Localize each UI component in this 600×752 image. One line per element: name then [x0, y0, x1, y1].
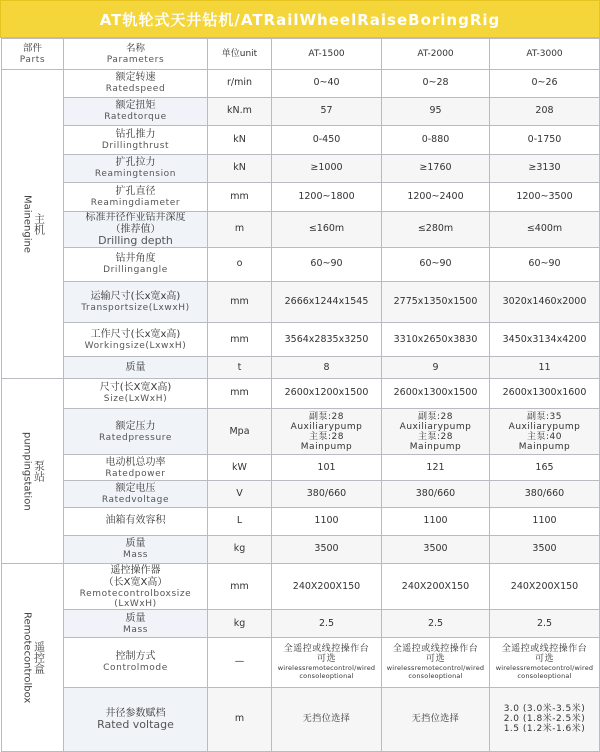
- value-cell-model-1: 2666x1244x1545: [272, 281, 382, 322]
- value-line: 副泵:35: [527, 411, 562, 422]
- group-cell-remote: [2, 563, 64, 751]
- param-cn: 钻孔推力: [115, 128, 156, 140]
- value-line: 1.5 (1.2米-1.6米): [503, 724, 586, 735]
- unit-cell: V: [208, 481, 272, 508]
- group-cn-label: 遥控盒: [32, 640, 46, 674]
- unit-cell: kg: [208, 610, 272, 638]
- value-cell-model-2: ≤280m: [382, 211, 490, 247]
- value-cell-model-1: 380/660: [272, 481, 382, 508]
- param-cn: 额定转速: [115, 72, 156, 84]
- value-cell-model-1: [272, 687, 382, 751]
- value-cell-model-2: 9: [382, 357, 490, 379]
- value-cell-model-3: 3500: [490, 535, 600, 563]
- value-cell-model-3: [490, 638, 600, 688]
- value-cell-model-2: 0-880: [382, 125, 490, 154]
- param-cn: 遥控操作器: [110, 564, 161, 576]
- value-cell-model-1: ≤160m: [272, 211, 382, 247]
- param-en: Ratedpressure: [98, 432, 173, 443]
- value-line: wirelessremotecontrol/wired: [495, 664, 594, 673]
- param-en-2: (LxWxH): [114, 598, 157, 609]
- param-en: Reamingtension: [94, 169, 177, 180]
- value-line: wirelessremotecontrol/wired: [277, 664, 376, 673]
- param-cn: 尺寸(长X宽X高): [99, 382, 172, 394]
- value-line: consoleoptional: [299, 672, 354, 681]
- header-name: 名称 Parameters: [64, 39, 208, 70]
- value-cell-model-3: 60~90: [490, 247, 600, 281]
- param-cn: 质量: [125, 612, 146, 624]
- unit-cell: t: [208, 357, 272, 379]
- table-row: [2, 323, 600, 357]
- unit-cell: kN: [208, 125, 272, 154]
- value-cell-model-2: 0~28: [382, 70, 490, 98]
- value-cell-model-3: 1100: [490, 508, 600, 536]
- header-row: [2, 39, 600, 70]
- table-row: [2, 357, 600, 379]
- value-line: 全遥控或线控操作台: [501, 644, 588, 655]
- param-cell: [64, 563, 208, 610]
- unit-cell: —: [208, 638, 272, 688]
- param-cell: [64, 378, 208, 408]
- param-cell: [64, 638, 208, 688]
- param-cell: [64, 182, 208, 211]
- value-cell-model-3: 240X200X150: [490, 563, 600, 610]
- param-en: Workingsize(LxwxH): [84, 340, 187, 351]
- param-cn: 钻井角度: [115, 253, 156, 265]
- value-cell-model-2: 380/660: [382, 481, 490, 508]
- value-cell-model-1: 2600x1200x1500: [272, 378, 382, 408]
- param-en: Rated voltage: [97, 718, 174, 732]
- value-line: 主泵:40: [527, 431, 562, 442]
- param-cn: 额定扭矩: [115, 100, 156, 112]
- table-row: [2, 455, 600, 481]
- table-body: [2, 70, 600, 752]
- param-cell: [64, 535, 208, 563]
- value-cell-model-3: 2600x1300x1600: [490, 378, 600, 408]
- value-cell-model-1: 3564x2835x3250: [272, 323, 382, 357]
- value-cell-model-2: [382, 408, 490, 455]
- header-parts: 部件 Parts: [2, 39, 64, 70]
- value-line: Mainpump: [518, 441, 571, 452]
- table-row: [2, 508, 600, 536]
- value-cell-model-3: [490, 687, 600, 751]
- value-line: 2.0 (1.8米-2.5米): [503, 714, 586, 725]
- table-title: AT轨轮式天井钻机/ATRailWheelRaiseBoringRig: [0, 0, 600, 38]
- value-line: 主泵:28: [309, 431, 344, 442]
- param-en: Ratedspeed: [105, 84, 166, 95]
- value-cell-model-1: 8: [272, 357, 382, 379]
- unit-cell: o: [208, 247, 272, 281]
- unit-cell: mm: [208, 182, 272, 211]
- value-line: Mainpump: [300, 441, 353, 452]
- group-en-label: Remotecontrolbox: [21, 611, 33, 704]
- param-cell: [64, 323, 208, 357]
- value-cell-model-3: 11: [490, 357, 600, 379]
- param-en: Ratedvoltage: [101, 495, 170, 506]
- value-line: Mainpump: [409, 441, 462, 452]
- param-cell: [64, 154, 208, 182]
- value-cell-model-3: 3020x1460x2000: [490, 281, 600, 322]
- table-row: [2, 70, 600, 98]
- value-cell-model-2: [382, 687, 490, 751]
- table-row: [2, 408, 600, 455]
- param-cell: [64, 357, 208, 379]
- value-cell-model-2: 240X200X150: [382, 563, 490, 610]
- value-cell-model-1: 1100: [272, 508, 382, 536]
- table-row: [2, 211, 600, 247]
- param-cell: [64, 408, 208, 455]
- value-cell-model-2: 95: [382, 97, 490, 125]
- unit-cell: kN.m: [208, 97, 272, 125]
- value-cell-model-1: 57: [272, 97, 382, 125]
- param-cn: 额定电压: [115, 483, 156, 495]
- param-cn: 井径参数赋档: [105, 708, 166, 720]
- header-unit: 单位unit: [208, 39, 272, 70]
- param-cell: [64, 125, 208, 154]
- value-cell-model-1: 101: [272, 455, 382, 481]
- value-cell-model-3: ≤400m: [490, 211, 600, 247]
- param-cn: 扩孔拉力: [115, 157, 156, 169]
- param-cn: 油箱有效容积: [105, 515, 166, 527]
- value-line: 副泵:28: [309, 411, 344, 422]
- param-cn-2: （长X宽X高）: [103, 576, 168, 588]
- param-en: Drillingthrust: [101, 140, 170, 151]
- param-en: Size(LxWxH): [103, 394, 168, 405]
- unit-cell: m: [208, 211, 272, 247]
- unit-cell: mm: [208, 378, 272, 408]
- table-row: [2, 687, 600, 751]
- value-line: Auxiliarypump: [399, 421, 472, 432]
- param-en: Controlmode: [103, 663, 168, 674]
- unit-cell: L: [208, 508, 272, 536]
- group-cn-label: 主机: [32, 212, 46, 235]
- value-line: wirelessremotecontrol/wired: [386, 664, 485, 673]
- value-cell-model-3: 380/660: [490, 481, 600, 508]
- unit-cell: mm: [208, 323, 272, 357]
- param-cell: [64, 508, 208, 536]
- value-line: 无挡位选择: [411, 714, 460, 725]
- value-cell-model-1: 0~40: [272, 70, 382, 98]
- value-cell-model-3: 165: [490, 455, 600, 481]
- table-row: [2, 610, 600, 638]
- table-row: [2, 125, 600, 154]
- value-line: 副泵:28: [418, 411, 453, 422]
- param-en: Mass: [122, 550, 149, 561]
- param-cn: 工作尺寸(长x宽x高): [90, 328, 181, 340]
- table-row: [2, 481, 600, 508]
- header-model-2: AT-2000: [382, 39, 490, 70]
- unit-cell: Mpa: [208, 408, 272, 455]
- value-cell-model-1: ≥1000: [272, 154, 382, 182]
- unit-cell: kN: [208, 154, 272, 182]
- param-cell: [64, 481, 208, 508]
- unit-cell: kW: [208, 455, 272, 481]
- table-row: [2, 97, 600, 125]
- value-cell-model-1: [272, 638, 382, 688]
- group-cell-main: [2, 70, 64, 379]
- param-cell: [64, 455, 208, 481]
- value-cell-model-3: 2.5: [490, 610, 600, 638]
- param-cn: 扩孔直径: [115, 185, 156, 197]
- value-cell-model-3: [490, 408, 600, 455]
- param-cn: 质量: [125, 361, 146, 373]
- value-cell-model-3: 1200~3500: [490, 182, 600, 211]
- value-line: 3.0 (3.0米-3.5米): [503, 704, 586, 715]
- param-en: Mass: [122, 624, 149, 635]
- value-cell-model-2: [382, 638, 490, 688]
- group-en-label: pumpingstation: [21, 431, 33, 511]
- param-en: Ratedpower: [105, 468, 166, 479]
- unit-cell: m: [208, 687, 272, 751]
- param-en: Ratedtorque: [104, 112, 167, 123]
- value-line: 全遥控或线控操作台: [392, 644, 479, 655]
- table-row: [2, 154, 600, 182]
- param-en: Reamingdiameter: [90, 197, 181, 208]
- param-cn-2: （推荐值）: [110, 224, 161, 236]
- param-en: Remotecontrolboxsize: [79, 588, 192, 599]
- value-cell-model-1: [272, 408, 382, 455]
- param-cn: 电动机总功率: [105, 456, 166, 468]
- param-cell: [64, 211, 208, 247]
- value-cell-model-1: 0-450: [272, 125, 382, 154]
- value-cell-model-2: 3500: [382, 535, 490, 563]
- table-row: [2, 638, 600, 688]
- param-cell: [64, 610, 208, 638]
- value-cell-model-2: 121: [382, 455, 490, 481]
- value-cell-model-3: 208: [490, 97, 600, 125]
- header-model-1: AT-1500: [272, 39, 382, 70]
- param-cell: [64, 687, 208, 751]
- value-cell-model-1: 60~90: [272, 247, 382, 281]
- table-row: [2, 378, 600, 408]
- unit-cell: r/min: [208, 70, 272, 98]
- value-cell-model-2: 60~90: [382, 247, 490, 281]
- param-cn: 质量: [125, 538, 146, 550]
- value-cell-model-1: 3500: [272, 535, 382, 563]
- header-model-3: AT-3000: [490, 39, 600, 70]
- group-en-label: Mainengine: [21, 194, 33, 253]
- value-cell-model-2: 2600x1300x1500: [382, 378, 490, 408]
- group-cell-pump: [2, 378, 64, 563]
- value-cell-model-2: 3310x2650x3830: [382, 323, 490, 357]
- value-cell-model-1: 2.5: [272, 610, 382, 638]
- value-line: 主泵:28: [418, 431, 453, 442]
- value-cell-model-3: 3450x3134x4200: [490, 323, 600, 357]
- param-cell: [64, 281, 208, 322]
- value-line: 可选: [534, 654, 554, 665]
- table-row: [2, 563, 600, 610]
- value-cell-model-3: 0~26: [490, 70, 600, 98]
- value-line: 无挡位选择: [302, 714, 351, 725]
- value-line: Auxiliarypump: [508, 421, 581, 432]
- table-row: [2, 182, 600, 211]
- value-cell-model-1: 1200~1800: [272, 182, 382, 211]
- param-en: Drilling depth: [98, 234, 173, 248]
- param-cell: [64, 97, 208, 125]
- value-cell-model-3: 0-1750: [490, 125, 600, 154]
- value-line: 全遥控或线控操作台: [283, 644, 370, 655]
- spec-table: [1, 38, 600, 752]
- group-cn-label: 泵站: [32, 459, 46, 482]
- value-cell-model-2: 2775x1350x1500: [382, 281, 490, 322]
- param-cell: [64, 247, 208, 281]
- value-line: consoleoptional: [408, 672, 463, 681]
- value-cell-model-3: ≥3130: [490, 154, 600, 182]
- param-en: Drillingangle: [103, 265, 168, 276]
- value-line: 可选: [425, 654, 445, 665]
- value-cell-model-2: 1200~2400: [382, 182, 490, 211]
- table-row: [2, 281, 600, 322]
- value-line: 可选: [316, 654, 336, 665]
- value-cell-model-2: 1100: [382, 508, 490, 536]
- unit-cell: mm: [208, 281, 272, 322]
- unit-cell: mm: [208, 563, 272, 610]
- param-cn: 运输尺寸(长x宽x高): [90, 290, 181, 302]
- table-row: [2, 247, 600, 281]
- value-cell-model-2: 2.5: [382, 610, 490, 638]
- unit-cell: kg: [208, 535, 272, 563]
- param-cell: [64, 70, 208, 98]
- table-row: [2, 535, 600, 563]
- value-line: Auxiliarypump: [290, 421, 363, 432]
- param-cn: 控制方式: [115, 651, 156, 663]
- value-line: consoleoptional: [517, 672, 572, 681]
- value-cell-model-2: ≥1760: [382, 154, 490, 182]
- param-en: Transportsize(LxwxH): [81, 302, 190, 313]
- value-cell-model-1: 240X200X150: [272, 563, 382, 610]
- param-cn: 额定压力: [115, 420, 156, 432]
- param-cn: 标准井径作业钻井深度: [85, 212, 186, 224]
